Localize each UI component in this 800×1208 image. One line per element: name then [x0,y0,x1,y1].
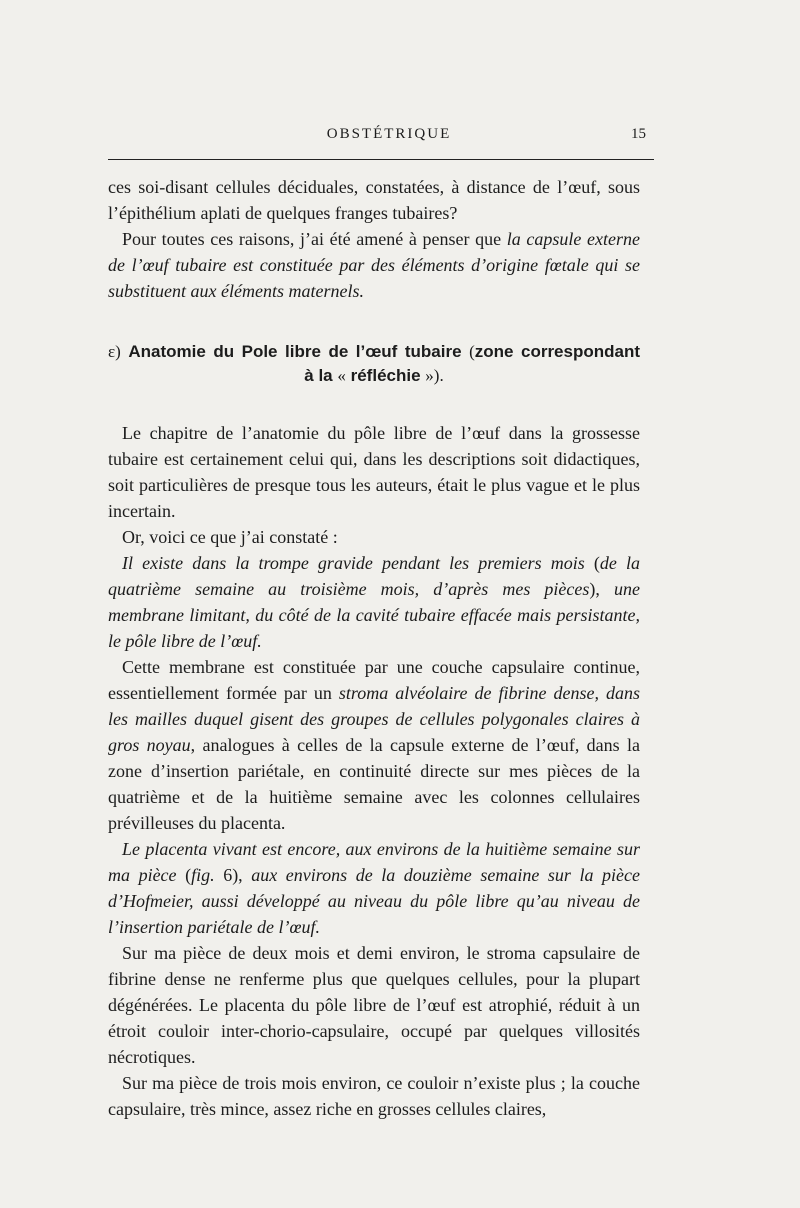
paren-close: ). [433,366,444,385]
section-marker: ε) [108,342,121,361]
italic-text: une membrane limitant, du côté de la cavité tubaire effacée mais persistante, le pôle libre de l’œuf. [108,579,640,651]
roman-text: ( [176,865,192,885]
paren-open: ( [469,342,475,361]
paragraph-deux-mois [108,940,640,1070]
italic-text: fig. [191,865,215,885]
quote-open: « [337,366,346,385]
section-title-quoted: réfléchie [350,366,421,385]
paragraph-trois-mois [108,1070,640,1122]
quote-close: » [425,366,434,385]
section-title-prefix: à la [304,366,333,385]
roman-text: , analogues à celles de la capsule externe de l’œuf, dans la zone d’insertion pariétale, en continuité directe sur mes pièces de la quatrième et de la huitième semaine avec les colonnes cellulaires prévilleuses du placenta. [108,735,640,833]
section-heading [108,340,640,388]
paragraph-italic-text: la capsule externe de l’œuf tubaire est constituée par des éléments d’origine fœtale qui se substituent aux éléments maternels. [108,229,640,301]
paragraph-chapitre [108,420,640,524]
paragraph-membrane [108,550,640,654]
top-text [108,174,640,304]
italic-text: aux environs de la douzième semaine sur la pièce d’Hofmeier, aussi développé au niveau du pôle libre qu’au niveau de l’insertion pariétale de l’œuf. [108,865,641,937]
paragraph-conclusion [108,226,640,304]
paragraph-text: Pour toutes ces raisons, j’ai été amené à penser que [122,229,507,249]
paragraph-text: Or, voici ce que j’ai constaté : [122,527,338,547]
paragraph-constate [108,524,640,550]
paragraph-text: Sur ma pièce de trois mois environ, ce couloir n’existe plus ; la couche capsulaire, très mince, assez riche en grosses cellules claires, [108,1073,640,1119]
page-header [108,124,654,148]
section-title-continued: zone correspondant [474,342,641,361]
header-rule [108,159,654,160]
italic-text: Le placenta vivant est encore, aux environs de la huitième semaine sur ma pièce [108,839,640,885]
section-heading-line-1 [108,340,640,364]
italic-text: de la quatrième semaine au troisième mois, d’après mes pièces [108,553,640,599]
italic-text: stroma alvéolaire de fibrine dense, dans les mailles duquel gisent des groupes de cellules polygonales claires à gros noyau [108,683,641,755]
body-text [108,420,640,1122]
paragraph-text: ces soi-disant cellules déciduales, constatées, à distance de l’œuf, sous l’épithélium aplati de quelques franges tubaires? [108,177,640,223]
roman-text: Cette membrane est constituée par une couche capsulaire continue, essentiellement formée par un [108,657,640,703]
paragraph-couche-capsulaire [108,654,640,836]
roman-text: 6), [214,865,252,885]
paragraph-text: Le chapitre de l’anatomie du pôle libre de l’œuf dans la grossesse tubaire est certainement celui qui, dans les descriptions soit didactiques, soit particulières de presque tous les auteurs, était le plus vague et le plus incertain. [108,423,640,521]
roman-text: ), [589,579,614,599]
italic-text: Il existe dans la trompe gravide pendant les premiers mois [122,553,585,573]
section-heading-line-2 [108,364,640,388]
page-number: 15 [631,126,646,142]
roman-text: ( [584,553,600,573]
paragraph-deciduales [108,174,640,226]
section-title-bold: Anatomie du Pole libre de l’œuf tubaire [128,342,462,361]
paragraph-placenta-vivant [108,836,640,940]
paragraph-text: Sur ma pièce de deux mois et demi environ, le stroma capsulaire de fibrine dense ne renferme plus que quelques cellules, pour la plupart dégénérées. Le placenta du pôle libre de l’œuf est atrophié, réduit à un étroit couloir inter-chorio-capsulaire, occupé par quelques villosités nécrotiques. [108,943,640,1067]
running-head: OBSTÉTRIQUE [326,126,452,142]
